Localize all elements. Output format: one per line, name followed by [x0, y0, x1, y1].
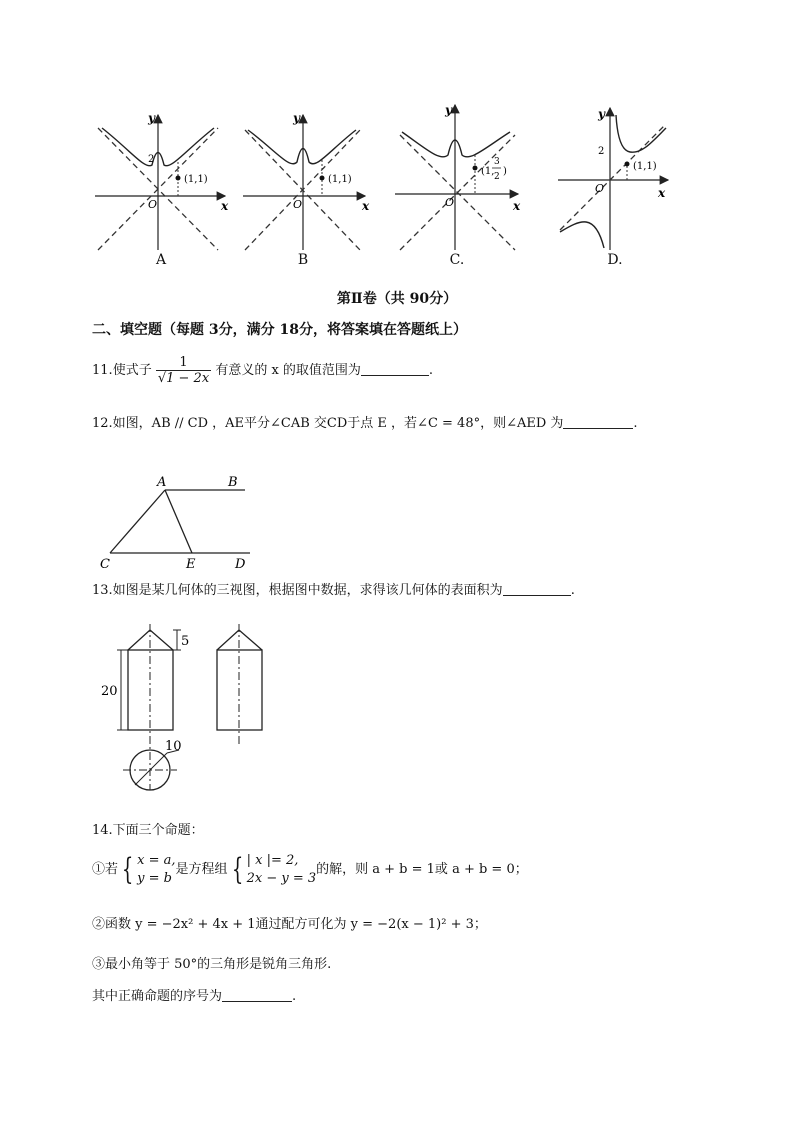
graph-d-point-label: (1,1)	[633, 161, 657, 172]
q12-answer-blank[interactable]	[563, 414, 633, 429]
q12-label-e: E	[186, 557, 196, 572]
q11-number: 11.	[92, 363, 113, 378]
graph-c	[395, 103, 521, 250]
option-d-label: D.	[607, 252, 623, 268]
section-subtitle: 二、填空题（每题 3分，满分 18分，将答案填在答题纸上）	[92, 322, 467, 338]
option-a-label: A	[155, 252, 167, 268]
q12-figure	[95, 470, 270, 575]
q11-answer-blank[interactable]	[361, 361, 429, 376]
graph-b-point-label: (1,1)	[328, 174, 352, 185]
q12-text: 12.如图，AB // CD ，AE平分∠CAB 交CD于点 E ，若∠C = 48°，则∠AED 为	[92, 416, 564, 431]
q13-end: .	[570, 583, 575, 598]
q11-post: 有意义的 x 的取值范围为	[215, 363, 361, 378]
q13-dim-height: 20	[101, 684, 118, 699]
graph-b	[243, 111, 370, 250]
q13-text: 13.如图是某几何体的三视图，根据图中数据，求得该几何体的表面积为	[92, 583, 503, 598]
q14-s1-system-2	[247, 852, 317, 888]
q14-s1-brace-1: {	[121, 852, 134, 887]
option-c-label: C.	[449, 252, 465, 268]
q14-s1-sys1-line2: y = b	[137, 871, 172, 886]
option-b-label: B	[297, 252, 309, 268]
graph-b-x-label: x	[362, 199, 370, 213]
graph-a	[95, 111, 229, 250]
q14-statement-3: ③最小角等于 50°的三角形是锐角三角形.	[92, 957, 332, 972]
q14-end: .	[292, 989, 297, 1004]
q11-fraction	[156, 355, 211, 386]
q12-end: .	[633, 416, 638, 431]
q14-ask-text: 其中正确命题的序号为	[92, 989, 223, 1004]
q11-frac-num: 1	[156, 355, 211, 371]
section-title: 第Ⅱ卷（共 90分）	[336, 291, 458, 307]
graph-c-point-suffix: )	[503, 166, 507, 177]
q14-statement-2: ②函数 y = −2x² + 4x + 1通过配方可化为 y = −2(x − 1)² + 3；	[92, 917, 487, 932]
q12-label-c: C	[100, 557, 110, 572]
q11-frac-den: √1 − 2x	[157, 371, 210, 386]
q13-dim-top: 5	[181, 634, 190, 649]
q12-label-b: B	[228, 475, 238, 490]
q14-s1-brace-2: {	[231, 852, 243, 887]
question-14-intro: 14.下面三个命题：	[92, 823, 204, 838]
q14-s1-sys2-line2: 2x − y = 3	[246, 871, 317, 886]
graph-c-x-label: x	[513, 199, 521, 213]
graph-a-tick: 2	[148, 154, 155, 165]
q14-s1-mid: 是方程组	[175, 862, 228, 877]
question-12	[92, 414, 638, 433]
q14-ask	[92, 987, 296, 1006]
graph-a-point-label: (1,1)	[184, 174, 208, 185]
question-11	[92, 355, 433, 386]
graph-c-point-den: 2	[494, 172, 500, 182]
q13-dim-diameter: 10	[165, 739, 182, 754]
graph-d-tick: 2	[598, 146, 605, 157]
q14-statement-1	[92, 850, 528, 890]
graph-d-origin: O	[595, 182, 605, 195]
graph-options-svg	[90, 100, 690, 275]
graph-d-x-label: x	[658, 186, 666, 200]
q12-label-a: A	[157, 475, 167, 490]
q14-answer-blank[interactable]	[222, 987, 292, 1002]
q14-s1-post: 的解，则 a + b = 1或 a + b = 0；	[316, 862, 528, 877]
graph-c-point-prefix: (1,	[481, 166, 495, 177]
q14-s1-system-1	[137, 852, 175, 888]
q11-pre: 使式子	[112, 363, 152, 378]
q13-three-views-figure	[95, 620, 275, 795]
graph-a-y-label: y	[148, 111, 155, 125]
q12-label-d: D	[235, 557, 246, 572]
graph-options-figure	[90, 100, 690, 275]
graph-b-y-label: y	[293, 111, 300, 125]
graph-a-x-label: x	[221, 199, 229, 213]
graph-c-origin: O	[445, 196, 455, 209]
graph-c-point-num: 3	[494, 157, 500, 167]
q11-end: .	[428, 363, 434, 378]
graph-a-origin: O	[148, 198, 158, 211]
graph-d	[558, 107, 668, 250]
q14-s1-sys2-line1: | x |= 2,	[246, 853, 299, 868]
graph-d-y-label: y	[598, 107, 605, 121]
q13-answer-blank[interactable]	[503, 581, 571, 596]
q14-s1-sys1-line1: x = a,	[137, 853, 176, 868]
q14-s1-pre: ①若	[92, 862, 119, 877]
q12-figure-svg	[95, 470, 270, 575]
q13-figure-svg	[95, 620, 275, 795]
graph-b-origin: O	[293, 198, 303, 211]
question-13	[92, 581, 575, 600]
graph-c-y-label: y	[445, 103, 452, 117]
